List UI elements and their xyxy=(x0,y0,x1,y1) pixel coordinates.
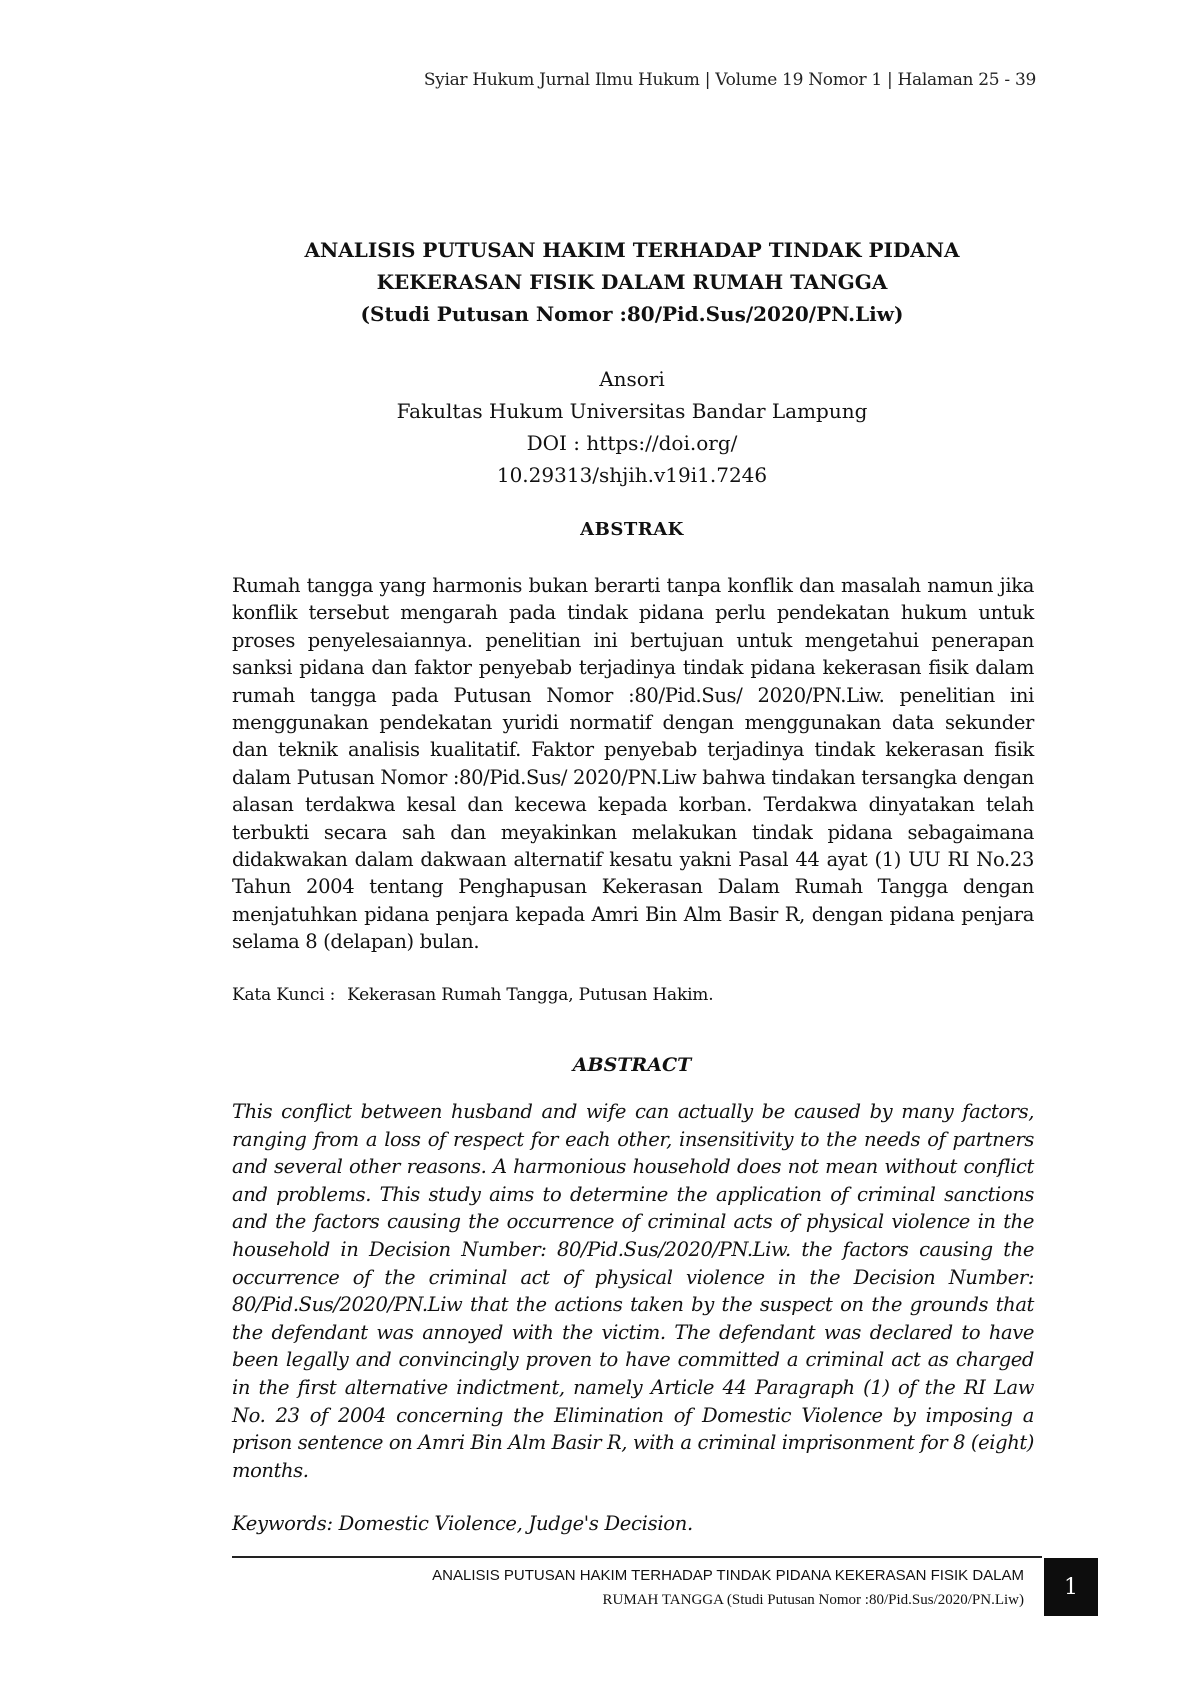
abstract-body: This conflict between husband and wife can actually be caused by many factors, ranging from a loss of respect for each other, insensitivity to the needs of partners and several other reasons. A harmonious household does not mean without conflict and problems. This study aims to determine the application of criminal sanctions and the factors causing the occurrence of criminal acts of physical violence in the household in Decision Number: 80/Pid.Sus/2020/PN.Liw. the factors causing the occurrence of the criminal act of physical violence in the Decision Number: 80/Pid.Sus/2020/PN.Liw that the actions taken by the suspect on the grounds that the defendant was annoyed with the victim. The defendant was declared to have been legally and convincingly proven to have committed a criminal act as charged in the first alternative indictment, namely Article 44 Paragraph (1) of the RI Law No. 23 of 2004 concerning the Elimination of Domestic Violence by imposing a prison sentence on Amri Bin Alm Basir R, with a criminal imprisonment for 8 (eight) months. xyxy=(232,1100,1034,1482)
paper-title xyxy=(232,234,1032,330)
doi-line-1: DOI : https://doi.org/ xyxy=(526,431,738,455)
keywords-english: Keywords: Domestic Violence, Judge's Decision. xyxy=(232,1512,693,1535)
kata-kunci-label: Kata Kunci : xyxy=(232,985,336,1005)
title-line-2: KEKERASAN FISIK DALAM RUMAH TANGGA xyxy=(376,270,888,294)
footer-line-1: ANALISIS PUTUSAN HAKIM TERHADAP TINDAK PIDANA KEKERASAN FISIK DALAM xyxy=(432,1567,1024,1584)
kata-kunci-values: Kekerasan Rumah Tangga, Putusan Hakim. xyxy=(347,985,714,1005)
kata-kunci xyxy=(232,985,1032,1005)
title-subtitle: (Studi Putusan Nomor :80/Pid.Sus/2020/PN.Liw) xyxy=(360,302,904,326)
doi-line-2: 10.29313/shjih.v19i1.7246 xyxy=(496,463,768,487)
abstract-heading: ABSTRACT xyxy=(572,1054,692,1076)
running-header: Syiar Hukum Jurnal Ilmu Hukum | Volume 19 Nomor 1 | Halaman 25 - 39 xyxy=(423,70,1036,90)
abstrak-heading: ABSTRAK xyxy=(580,519,684,540)
footer-line-2: RUMAH TANGGA (Studi Putusan Nomor :80/Pid.Sus/2020/PN.Liw) xyxy=(602,1592,1024,1608)
footer-divider xyxy=(232,1556,1042,1558)
author-block xyxy=(232,363,1032,491)
author-name: Ansori xyxy=(599,367,665,391)
page-number: 1 xyxy=(1044,1558,1098,1616)
author-affiliation: Fakultas Hukum Universitas Bandar Lampung xyxy=(396,399,868,423)
title-line-1: ANALISIS PUTUSAN HAKIM TERHADAP TINDAK PIDANA xyxy=(304,238,960,262)
abstrak-body: Rumah tangga yang harmonis bukan berarti tanpa konflik dan masalah namun jika konflik tersebut mengarah pada tindak pidana perlu pendekatan hukum untuk proses penyelesaiannya. penelitian ini bertujuan untuk mengetahui penerapan sanksi pidana dan faktor penyebab terjadinya tindak pidana kekerasan fisik dalam rumah tangga pada Putusan Nomor :80/Pid.Sus/ 2020/PN.Liw. penelitian ini menggunakan pendekatan yuridi normatif dengan menggunakan data sekunder dan teknik analisis kualitatif. Faktor penyebab terjadinya tindak kekerasan fisik dalam Putusan Nomor :80/Pid.Sus/ 2020/PN.Liw bahwa tindakan tersangka dengan alasan terdakwa kesal dan kecewa kepada korban. Terdakwa dinyatakan telah terbukti secara sah dan meyakinkan melakukan tindak pidana sebagaimana didakwakan dalam dakwaan alternatif kesatu yakni Pasal 44 ayat (1) UU RI No.23 Tahun 2004 tentang Penghapusan Kekerasan Dalam Rumah Tangga dengan menjatuhkan pidana penjara kepada Amri Bin Alm Basir R, dengan pidana penjara selama 8 (delapan) bulan. xyxy=(232,574,1034,954)
running-footer xyxy=(232,1564,1024,1612)
